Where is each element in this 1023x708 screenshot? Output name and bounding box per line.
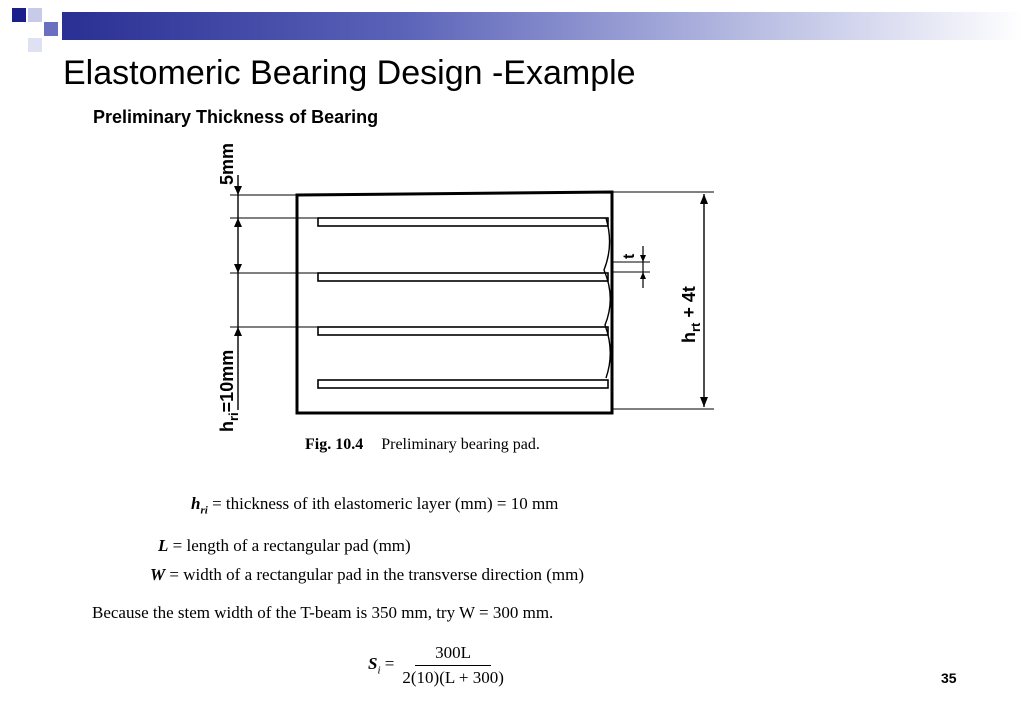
L-symbol: L [158,536,169,555]
label-top-layer: 5mm [217,142,237,185]
hri-text: = thickness of ith elastomeric layer (mm) = 10 mm [212,494,559,513]
shape-factor-equation [368,643,504,688]
arrow-head [700,194,708,204]
figure-caption-text: Preliminary bearing pad. [381,436,540,453]
W-text: = width of a rectangular pad in the transverse direction (mm) [169,565,584,584]
label-total-height: $h_{rt} + 4t$ [679,286,703,343]
steel-plate [318,273,608,281]
steel-plate [318,327,608,335]
hri-symbol: h [191,494,201,513]
arrow-head [234,327,242,336]
definition-hri [191,494,558,516]
arrow-head [640,272,646,279]
hri-subscript: ri [200,504,208,517]
because-statement: Because the stem width of the T-beam is 350 mm, try W = 300 mm. [92,603,554,622]
definition-W [150,565,584,585]
label-steel-thickness: t [621,253,638,259]
equation-numerator: 300L [415,643,491,666]
cut-edge [604,218,610,378]
W-symbol: W [150,565,166,584]
slide-subtitle: Preliminary Thickness of Bearing [93,107,379,127]
arrow-head [640,255,646,262]
equation-fraction [402,643,504,688]
page-number: 35 [941,670,957,686]
arrow-head [234,264,242,273]
slide-title: Elastomeric Bearing Design -Example [63,54,636,92]
L-text: = length of a rectangular pad (mm) [172,536,411,555]
label-inner-layer: $h_{ri}=10mm$ [217,349,241,432]
steel-plate [318,380,608,388]
definition-L [158,536,411,556]
steel-plate [318,218,608,226]
arrow-head [234,186,242,195]
figure-caption [305,436,540,454]
arrow-head [234,218,242,227]
figure-number: Fig. 10.4 [305,436,364,453]
equation-denominator: 2(10)(L + 300) [402,668,504,687]
arrow-head [700,397,708,407]
equation-lhs: $S_i$ = [368,654,395,677]
